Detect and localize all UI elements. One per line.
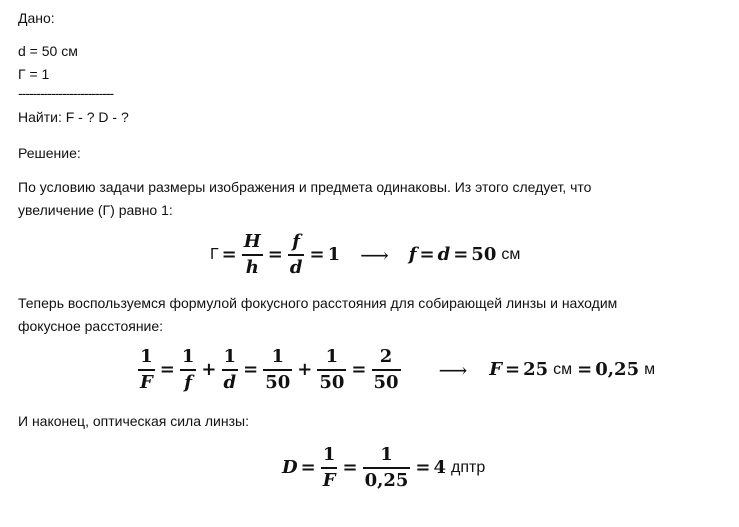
gamma-symbol: Г xyxy=(210,246,219,263)
equation-optical-power: D = $\frac{1}{F}$ = $\frac{1}{0,25}$ = 4 дптр xyxy=(282,444,486,491)
given-heading: Дано: xyxy=(18,10,55,26)
equation-lens-formula: $\frac{1}{F}$ = $\frac{1}{f}$ + $\frac{1}{d}$ = $\frac{1}{50}$ + $\frac{1}{50}$ = $\frac{2}{50}$ ⟶ F = 25 см = 0,25 м xyxy=(140,346,656,393)
given-d: d = 50 см xyxy=(18,43,78,59)
fraction-H-over-h: $\frac{H}{h}$ xyxy=(243,231,261,278)
para1-line1: По условию задачи размеры изображения и предмета одинаковы. Из этого следует, что xyxy=(18,179,592,195)
solution-heading: Решение: xyxy=(18,145,81,161)
arrow-icon: ⟶ xyxy=(360,243,389,267)
fraction-f-over-d: $\frac{f}{d}$ xyxy=(289,231,303,278)
para1-line2: увеличение (Г) равно 1: xyxy=(18,202,173,218)
para2-line1: Теперь воспользуемся формулой фокусного расстояния для собирающей линзы и находим xyxy=(18,295,618,311)
find-line: Найти: F - ? D - ? xyxy=(18,109,129,125)
para2-line2: фокусное расстояние: xyxy=(18,318,164,334)
para3: И наконец, оптическая сила линзы: xyxy=(18,413,249,429)
given-gamma: Г = 1 xyxy=(18,66,50,82)
equation-magnification: Г = $\frac{H}{h}$ = $\frac{f}{d}$ = 1 ⟶ f = d = 50 см xyxy=(210,231,521,278)
separator: -------------------------- xyxy=(18,85,114,101)
arrow-icon: ⟶ xyxy=(438,358,468,382)
